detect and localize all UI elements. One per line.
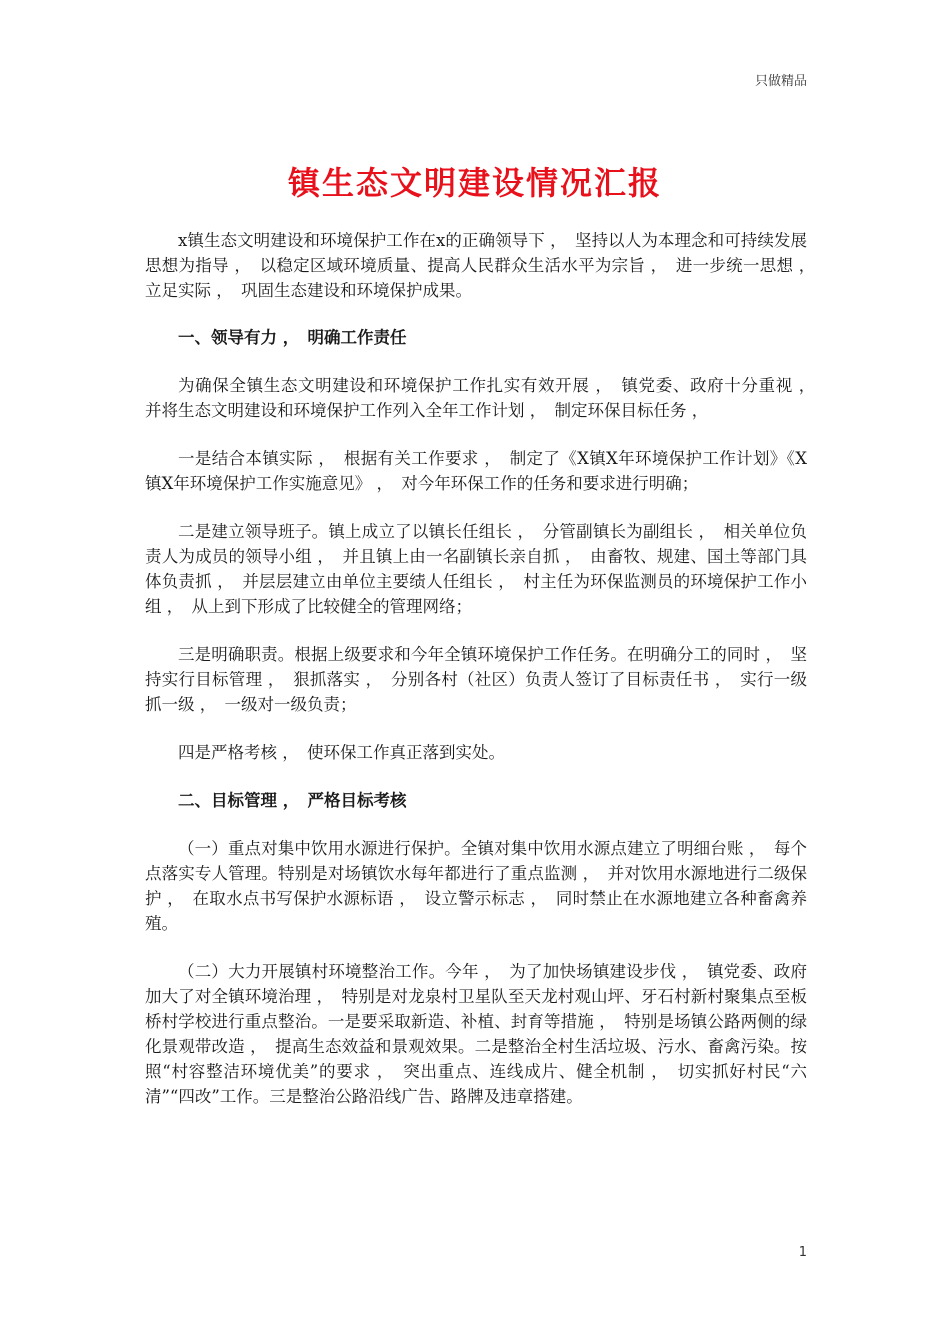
section-2-paragraph: （二）大力开展镇村环境整治工作。今年 ， 为了加快场镇建设步伐 ， 镇党委、政府加大了对全镇环境治理 ， 特别是对龙泉村卫星队至天龙村观山坪、牙石村新村聚集点至板桥村学校进行重点整治。一是要采取新造、补植、封育等措施 ， 特别是场镇公路两侧的绿化景观带改造 ， 提高生态效益和景观效果。二是整治全村生活垃圾、污水、畜禽污染。按照“村容整洁环境优美”的要求 ， 突出重点、连线成片、健全机制 ， 切实抓好村民“六清”“四改”工作。三是整治公路沿线广告、路牌及违章搭建。 [145,962,807,1106]
section-1-paragraph: 二是建立领导班子。镇上成立了以镇长任组长 ， 分管副镇长为副组长 ， 相关单位负责人为成员的领导小组 ， 并且镇上由一名副镇长亲自抓 ， 由畜牧、规建、国土等部门具体负责抓 ， 并层层建立由单位主要绩人任组长 ， 村主任为环保监测员的环境保护工作小组 ， 从上到下形成了比较健全的管理网络； [145,522,807,616]
section-2-paragraph: （一）重点对集中饮用水源进行保护。全镇对集中饮用水源点建立了明细台账 ， 每个点落实专人管理。特别是对场镇饮水每年都进行了重点监测 ， 并对饮用水源地进行二级保护 ， 在取水点书写保护水源标语 ， 设立警示标志 ， 同时禁止在水源地建立各种畜禽养殖。 [145,839,807,933]
page-number: 1 [798,1245,807,1260]
document-title: 镇生态文明建设情况汇报 [287,164,662,202]
document-body [145,228,824,1132]
section-1-heading: 一、领导有力 ， 明确工作责任 [178,328,407,347]
header-note: 只做精品 [754,74,807,89]
section-1-paragraph: 四是严格考核 ， 使环保工作真正落到实处。 [178,743,505,762]
section-2-heading: 二、目标管理 ， 严格目标考核 [178,791,407,810]
section-1-paragraph: 三是明确职责。根据上级要求和今年全镇环境保护工作任务。在明确分工的同时 ， 坚持实行目标管理 ， 狠抓落实 ， 分别各村（社区）负责人签订了目标责任书 ， 实行一级抓一级 ， 一级对一级负责； [145,645,807,714]
intro-paragraph: x镇生态文明建设和环境保护工作在x的正确领导下 ， 坚持以人为本理念和可持续发展思想为指导 ， 以稳定区域环境质量、提高人民群众生活水平为宗旨 ， 进一步统一思想 ， 立足实际 ， 巩固生态建设和环境保护成果。 [145,231,824,300]
section-1-paragraph: 一是结合本镇实际 ， 根据有关工作要求 ， 制定了《X镇X年环境保护工作计划》《X镇X年环境保护工作实施意见》 ， 对今年环保工作的任务和要求进行明确； [145,449,807,493]
section-1-paragraph: 为确保全镇生态文明建设和环境保护工作扎实有效开展 ， 镇党委、政府十分重视 ， 并将生态文明建设和环境保护工作列入全年工作计划 ， 制定环保目标任务 ， [145,376,824,420]
